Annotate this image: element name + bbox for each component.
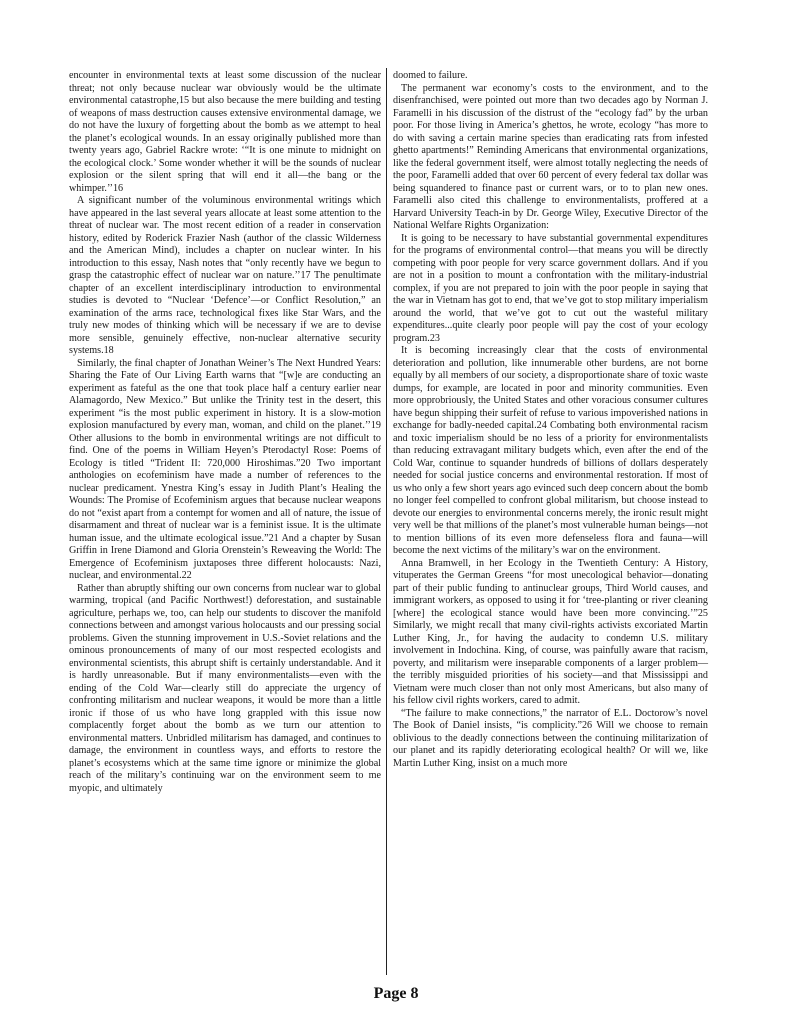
paragraph: doomed to failure.: [393, 70, 468, 81]
column-divider: [386, 68, 387, 975]
paragraph: The permanent war economy’s costs to the environment, and to the disenfranchised, were pointed out more than two decades ago by Norman J. Faramelli in his discussion of the distrust of the “ecology fad” by the urban poor. For those living in America’s ghettos, he wrote, ecology “has more to do with saving a certain marine species than eradicating rats from infested ghetto apartments!” Reminding Americans that environmental organizations, like the federal government itself, were almost totally neglecting the needs of the poor, Faramelli added that over 60 percent of every federal tax dollar was being squandered to finance past or current wars, or to to plan new ones. Faramelli also cited this challenge to environmentalists, proffered at a Harvard University Teach-in by Dr. George Wiley, Executive Director of the National Welfare Rights Organization:: [393, 82, 708, 231]
paragraph: A significant number of the voluminous environmental writings which have appeared in the last several years allocate at least some attention to the threat of nuclear war. The most recent edition of a reader in conservation history, edited by Roderick Frazier Nash (author of the classic Wilderness and the American Mind), includes a chapter on nuclear winter. In his introduction to this essay, Nash notes that “only recently have we begun to grasp the catastrophic effect of nuclear war on nature.’’17 The penultimate chapter of an excellent interdisciplinary introduction to environmental studies is devoted to “Nuclear ‘Defence’—or Conflict Resolution,” an examination of the arms race, technological fixes like Star Wars, and the truly new modes of thinking which will be necessary if we are to devise more sensible, genuinely effective, non-nuclear alternative security systems.18: [69, 195, 381, 356]
left-column: [69, 70, 381, 795]
paragraph: encounter in environmental texts at least some discussion of the nuclear threat; not only because nuclear war obviously would be the ultimate environmental catastrophe,15 but also because the mere building and testing of weapons of mass destruction causes extensive environmental damage, we do not have the luxury of forgetting about the bomb as we attempt to heal the planet’s ecological wounds. In an essay originally published more than twenty years ago, Gabriel Rackre wrote: ‘“It is one minute to midnight on the ecological clock.’ Some wonder whether it will be the sounds of nuclear explosion or the silent spring that will end it all—the bang or the whimper.’’16: [69, 70, 381, 194]
right-column: [393, 70, 708, 770]
paragraph: Similarly, the final chapter of Jonathan Weiner’s The Next Hundred Years: Sharing the Fate of Our Living Earth warns that “[w]e are conducting an experiment as fateful as the one that took place half a century earlier near Alamagordo, New Mexico.” But unlike the Trinity test in the desert, this experiment “is the most public experiment in history. It is a slow-motion explosion manufactured by every man, woman, and child on the planet.’’19 Other allusions to the bomb in environmental writings are not difficult to find. One of the poems in William Heyen’s Pterodactyl Rose: Poems of Ecology is titled “Trident II: 720,000 Hiroshimas.”20 Two important anthologies on ecofeminism have made a number of references to the nuclear predicament. Ynestra King’s essay in Judith Plant’s Healing the Wounds: The Promise of Ecofeminism argues that because nuclear weapons do not “exist apart from a contempt for women and all of nature, the issue of disarmament and threat of nuclear war is a feminist issue. It is the ultimate human issue, and the ultimate ecological issue.”21 And a chapter by Susan Griffin in Irene Diamond and Gloria Orenstein’s Reweaving the World: The Emergence of Ecofeminism juxtaposes three different holocausts: Nazi, nuclear, and environmental.22: [69, 357, 381, 581]
page-number: Page 8: [373, 985, 419, 1002]
paragraph: Anna Bramwell, in her Ecology in the Twentieth Century: A History, vituperates the German Greens “for most unecological behavior—donating part of their public funding to antinuclear groups, Third World causes, and immigrant workers, as opposed to using it for ‘tree-planting or river cleaning [where] the ecological stance would have been more convincing.’”25 Similarly, we might recall that many civil-rights activists excoriated Martin Luther King, Jr., for having the audacity to condemn U.S. military involvement in Indochina. King, of course, was painfully aware that racism, poverty, and militarism were inseparable components of a larger problem—the terribly misguided priorities of his society—and that Mississippi and Vietnam were much closer than not only most Americans, but also many of his fellow civil rights workers, cared to admit.: [393, 557, 708, 706]
paragraph: Rather than abruptly shifting our own concerns from nuclear war to global warming, tropical (and Pacific Northwest!) deforestation, and sustainable agriculture, perhaps we, too, can help our students to discover the manifold connections between and amongst various holocausts and our pressing social problems. Given the stunning improvement in U.S.-Soviet relations and the ominous pronouncements of many of our most respected ecologists and environmental scientists, this abrupt shift is certainly understandable. And it is hardly unreasonable. But if many environmentalists—even with the ending of the Cold War—clearly still do appreciate the urgency of confronting militarism and nuclear weapons, it would be more than a little ironic if those of us who have long grappled with this issue now complacently forget about the bomb as we turn our attention to environmental matters. Unbridled militarism has damaged, and continues to damage, the environment in countless ways, and efforts to restore the planet’s ecosystems which at the same time ignore or minimize the global reach of the military’s continuing war on the environment seem to me myopic, and ultimately: [69, 582, 381, 794]
block-quote: It is going to be necessary to have substantial governmental expenditures for the programs of environmental control—that means you will be directly competing with poor people for very scarce government dollars. And if you are not in a position to mount a confrontation with the military-industrial complex, if you are not prepared to join with the poor people in saying that the war in Vietnam has got to end, that we’ve got to stop military imperialism around the world, that we’ve got to cut out the wasteful military expenditures...quite clearly poor people will pay the cost of your ecology program.23: [393, 232, 708, 344]
paragraph: It is becoming increasingly clear that the costs of environmental deterioration and pollution, like innumerable other burdens, are not borne equally by all members of our society, a disproportionate share of toxic waste dumps, for example, are located in poor and minority communities. Even more opprobriously, the United States and other voracious consumer cultures have begun shipping their surfeit of refuse to various impoverished nations in exchange for badly-needed capital.24 Combating both environmental racism and toxic imperialism should be no less of a priority for environmentalists than reducing extravagant military budgets which, even after the end of the Cold War, continue to squander hundreds of billions of dollars desperately needed for social justice concerns and environmental restoration. If most of us who only a few short years ago evinced such deep concern about the bomb no longer feel compelled to confront global militarism, but choose instead to devote our energies to environmental concerns merely, the ironic result might very well be that millions of the planet’s most vulnerable human beings—not to mention billions of its even more defenseless flora and fauna—will become the next victims of the military’s war on the environment.: [393, 345, 708, 556]
paragraph: “The failure to make connections,” the narrator of E.L. Doctorow’s novel The Book of Daniel insists, “is complicity.”26 Will we choose to remain oblivious to the deadly connections between the continuing militarization of our planet and its rapidly deteriorating ecological health? Or will we, like Martin Luther King, insist on a much more: [393, 707, 708, 769]
